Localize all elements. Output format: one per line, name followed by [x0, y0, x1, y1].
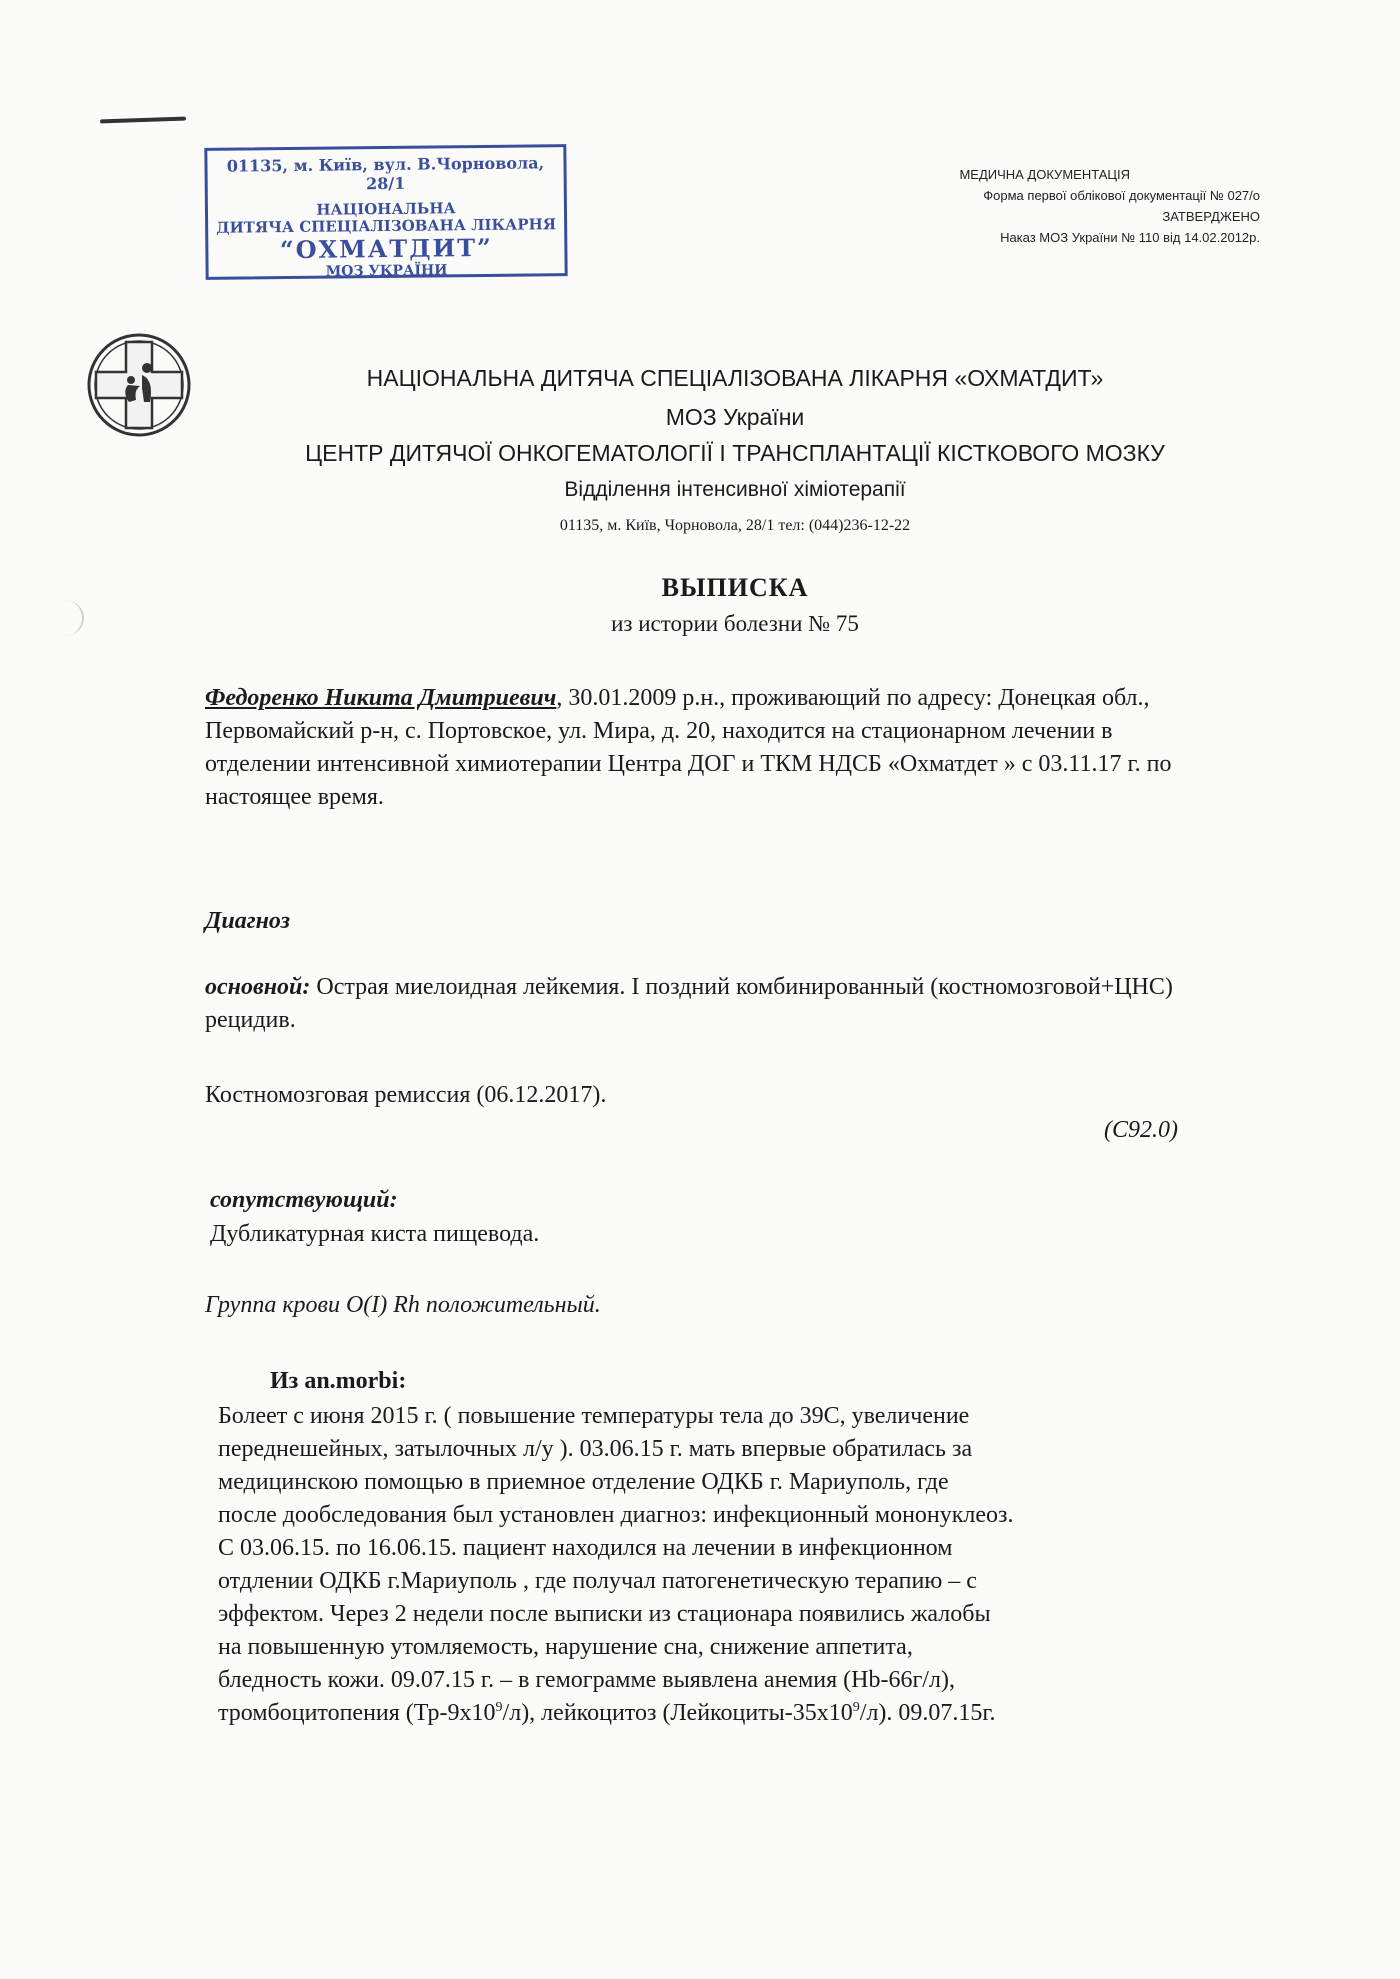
exponent-2: 9: [852, 1700, 860, 1715]
anamnesis-line: эффектом. Через 2 недели после выписки из стационара появились жалобы: [218, 1601, 991, 1627]
stamp-ministry: МОЗ УКРАЇНИ: [325, 262, 448, 280]
form-info-block: [959, 164, 1260, 248]
hospital-name: НАЦІОНАЛЬНА ДИТЯЧА СПЕЦІАЛІЗОВАНА ЛІКАРНЯ «ОХМАТДИТ»: [366, 365, 1104, 391]
anamnesis-line: на повышенную утомляемость, нарушение сна, снижение аппетита,: [218, 1634, 913, 1660]
center-name: ЦЕНТР ДИТЯЧОЇ ОНКОГЕМАТОЛОГІЇ І ТРАНСПЛАНТАЦІЇ КІСТКОВОГО МОЗКУ: [305, 440, 1165, 466]
anamnesis-line: бледность кожи. 09.07.15 г. – в гемограмме выявлена анемия (Нb-66г/л),: [218, 1667, 955, 1693]
form-order: Наказ МОЗ України № 110 від 14.02.2012р.: [1000, 230, 1260, 245]
anamnesis-heading: Из an.morbi:: [270, 1368, 407, 1394]
form-number: Форма первої облікової документації № 027/о: [983, 188, 1260, 203]
icd-code: (С92.0): [1104, 1117, 1178, 1143]
anamnesis-line-last: [218, 1697, 1248, 1730]
scan-mark: [100, 117, 186, 124]
stamp-line-2: ДИТЯЧА СПЕЦІАЛІЗОВАНА ЛІКАРНЯ: [216, 215, 557, 237]
blood-group: Группа крови O(I) Rh положительный.: [205, 1292, 601, 1318]
document-title: ВЫПИСКА: [661, 573, 809, 602]
remission-text: Костномозговая ремиссия (06.12.2017).: [205, 1082, 607, 1108]
stamp-address: 01135, м. Київ, вул. В.Чорновола, 28/1: [226, 153, 545, 194]
patient-name: Федоренко Никита Дмитриевич: [205, 685, 557, 711]
last-line-part-a: тромбоцитопения (Тр-9х10: [218, 1700, 496, 1726]
punch-hole-mark: [46, 600, 84, 636]
anamnesis-line: отдлении ОДКБ г.Мариуполь , где получал патогенетическую терапию – с: [218, 1568, 977, 1594]
concomitant-text: Дубликатурная киста пищевода.: [210, 1221, 540, 1247]
anamnesis-text: [218, 1400, 1248, 1730]
anamnesis-line: медицинскою помощью в приемное отделение ОДКБ г. Мариуполь, где: [218, 1469, 949, 1495]
form-approved: ЗАТВЕРДЖЕНО: [1162, 209, 1260, 224]
diagnosis-main: [205, 971, 1205, 1037]
last-line-part-b: /л), лейкоцитоз (Лейкоциты-35х10: [502, 1700, 853, 1726]
patient-paragraph: [205, 682, 1205, 814]
patient-details: , 30.01.2009 р.н., проживающий по адресу: Донецкая обл., Первомайский р-н, с. Портовское, ул. Мира, д. 20, находится на стационарном лечении в отделении интенсивной химиотерапии Центра ДОГ и ТКМ НДСБ «Охматдет » с 03.11.17 г. по настоящее время.: [205, 685, 1172, 810]
diagnosis-main-text: Острая миелоидная лейкемия. I поздний комбинированный (костномозговой+ЦНС) рецидив.: [205, 974, 1173, 1033]
anamnesis-line: переднешейных, затылочных л/у ). 03.06.15 г. мать впервые обратилась за: [218, 1436, 973, 1462]
form-title: МЕДИЧНА ДОКУМЕНТАЦІЯ: [959, 167, 1130, 182]
diagnosis-main-label: основной:: [205, 974, 311, 1000]
hospital-stamp: [204, 144, 567, 280]
anamnesis-line: С 03.06.15. по 16.06.15. пациент находился на лечении в инфекционном: [218, 1535, 953, 1561]
anamnesis-line: Болеет с июня 2015 г. ( повышение температуры тела до 39С, увеличение: [218, 1403, 970, 1429]
diagnosis-heading: Диагноз: [205, 908, 290, 934]
hospital-address: 01135, м. Київ, Чорновола, 28/1 тел: (044)236-12-22: [559, 517, 911, 534]
stamp-name: “ОХМАТДИТ”: [279, 232, 494, 265]
anamnesis-line: после дообследования был установлен диагноз: инфекционный мононуклеоз.: [218, 1502, 1014, 1528]
concomitant-label: сопутствующий:: [210, 1187, 398, 1213]
last-line-part-c: /л). 09.07.15г.: [859, 1700, 996, 1726]
hospital-logo-icon: [84, 330, 194, 440]
ministry-name: МОЗ України: [665, 404, 805, 430]
document-subtitle: из истории болезни № 75: [611, 611, 859, 636]
department-name: Відділення інтенсивної хіміотерапії: [564, 478, 906, 501]
stamp-line-1: НАЦІОНАЛЬНА: [316, 199, 456, 219]
exponent-1: 9: [495, 1700, 503, 1715]
